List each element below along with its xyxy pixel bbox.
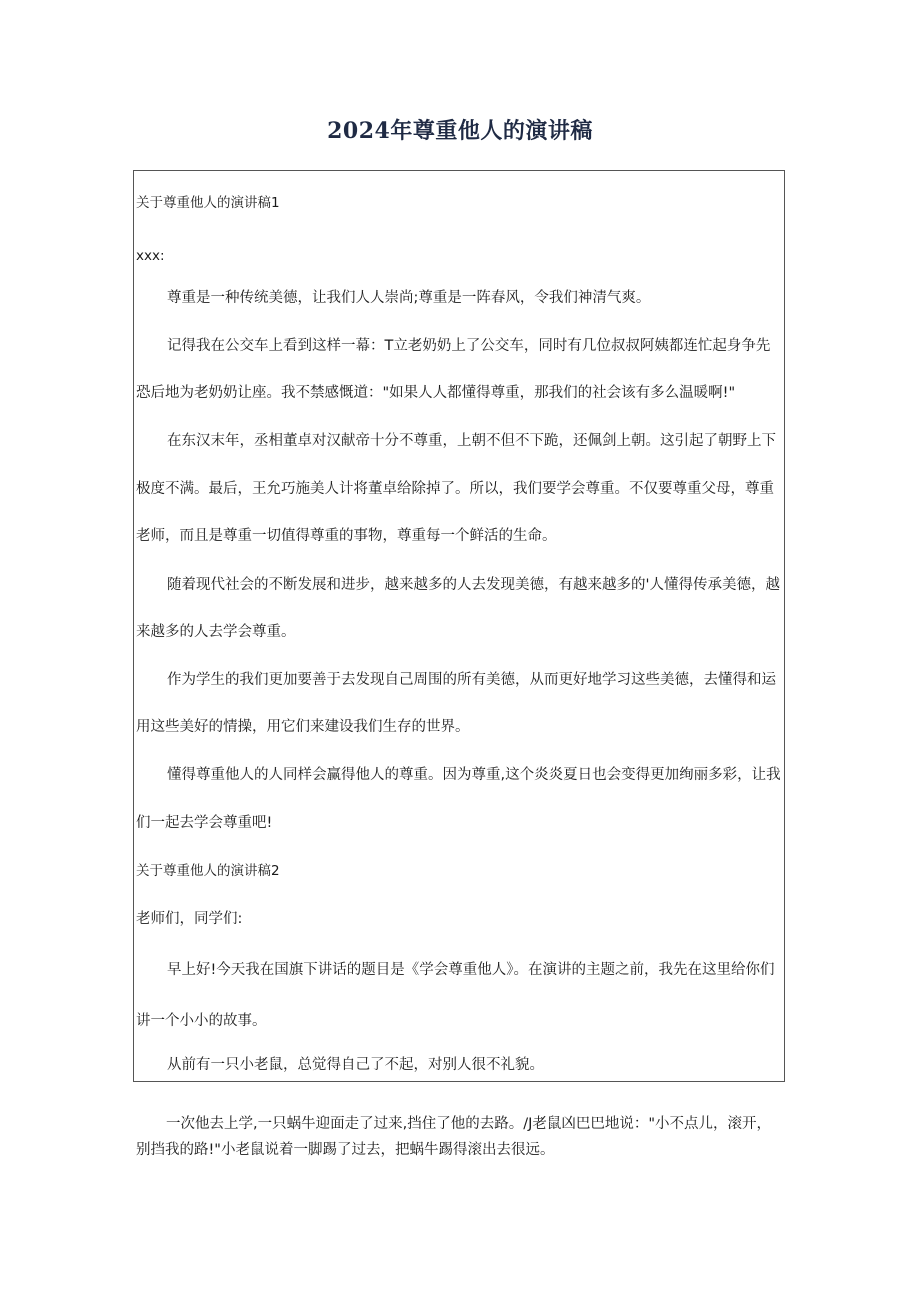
document-title: 2024年尊重他人的演讲稿: [327, 118, 593, 144]
paragraph-5-line-2: 用这些美好的情操，用它们来建设我们生存的世界。: [136, 719, 470, 735]
paragraph-3-line-3: 老师，而且是尊重一切值得尊重的事物，尊重每一个鲜活的生命。: [136, 528, 557, 544]
paragraph-4-line-2: 来越多的人去学会尊重。: [136, 624, 296, 640]
paragraph-7-line-1: 早上好!今天我在国旗下讲话的题目是《学会尊重他人》。在演讲的主题之前，我先在这里给你们: [167, 962, 775, 978]
salutation-1: xxx:: [136, 248, 165, 264]
paragraph-9-line-2: 别挡我的路!"小老鼠说着一脚踢了过去，把蜗牛踢得滚出去很远。: [136, 1142, 555, 1158]
section-heading-1: 关于尊重他人的演讲稿1: [136, 195, 280, 211]
paragraph-2-line-1: 记得我在公交车上看到这样一幕：T立老奶奶上了公交车，同时有几位叔叔阿姨都连忙起身争先: [167, 338, 771, 354]
paragraph-2-line-2: 恐后地为老奶奶让座。我不禁感慨道："如果人人都懂得尊重，那我们的社会该有多么温暖啊!": [136, 385, 736, 401]
salutation-2: 老师们，同学们:: [136, 911, 243, 927]
paragraph-5-line-1: 作为学生的我们更加要善于去发现自己周围的所有美德，从而更好地学习这些美德，去懂得和运: [167, 672, 776, 688]
paragraph-3-line-2: 极度不满。最后，王允巧施美人计将董卓给除掉了。所以，我们要学会尊重。不仅要尊重父母，尊重: [136, 481, 774, 497]
paragraph-6-line-2: 们一起去学会尊重吧!: [136, 815, 273, 831]
section-heading-2: 关于尊重他人的演讲稿2: [136, 863, 280, 879]
paragraph-7-line-2: 讲一个小小的故事。: [136, 1013, 267, 1029]
paragraph-9-line-1: 一次他去上学,一只蜗牛迎面走了过来,挡住了他的去路。/J老鼠凶巴巴地说："小不点儿，滚开，: [166, 1116, 772, 1132]
paragraph-1: 尊重是一种传统美德，让我们人人崇尚;尊重是一阵春风，令我们神清气爽。: [167, 290, 651, 306]
paragraph-4-line-1: 随着现代社会的不断发展和进步，越来越多的人去发现美德，有越来越多的'人懂得传承美德，越: [167, 577, 780, 593]
paragraph-3-line-1: 在东汉末年，丞相董卓对汉献帝十分不尊重，上朝不但不下跪，还佩剑上朝。这引起了朝野上下: [167, 433, 776, 449]
paragraph-8: 从前有一只小老鼠，总觉得自己了不起，对别人很不礼貌。: [167, 1057, 544, 1073]
paragraph-6-line-1: 懂得尊重他人的人同样会赢得他人的尊重。因为尊重,这个炎炎夏日也会变得更加绚丽多彩，让我: [167, 767, 781, 783]
